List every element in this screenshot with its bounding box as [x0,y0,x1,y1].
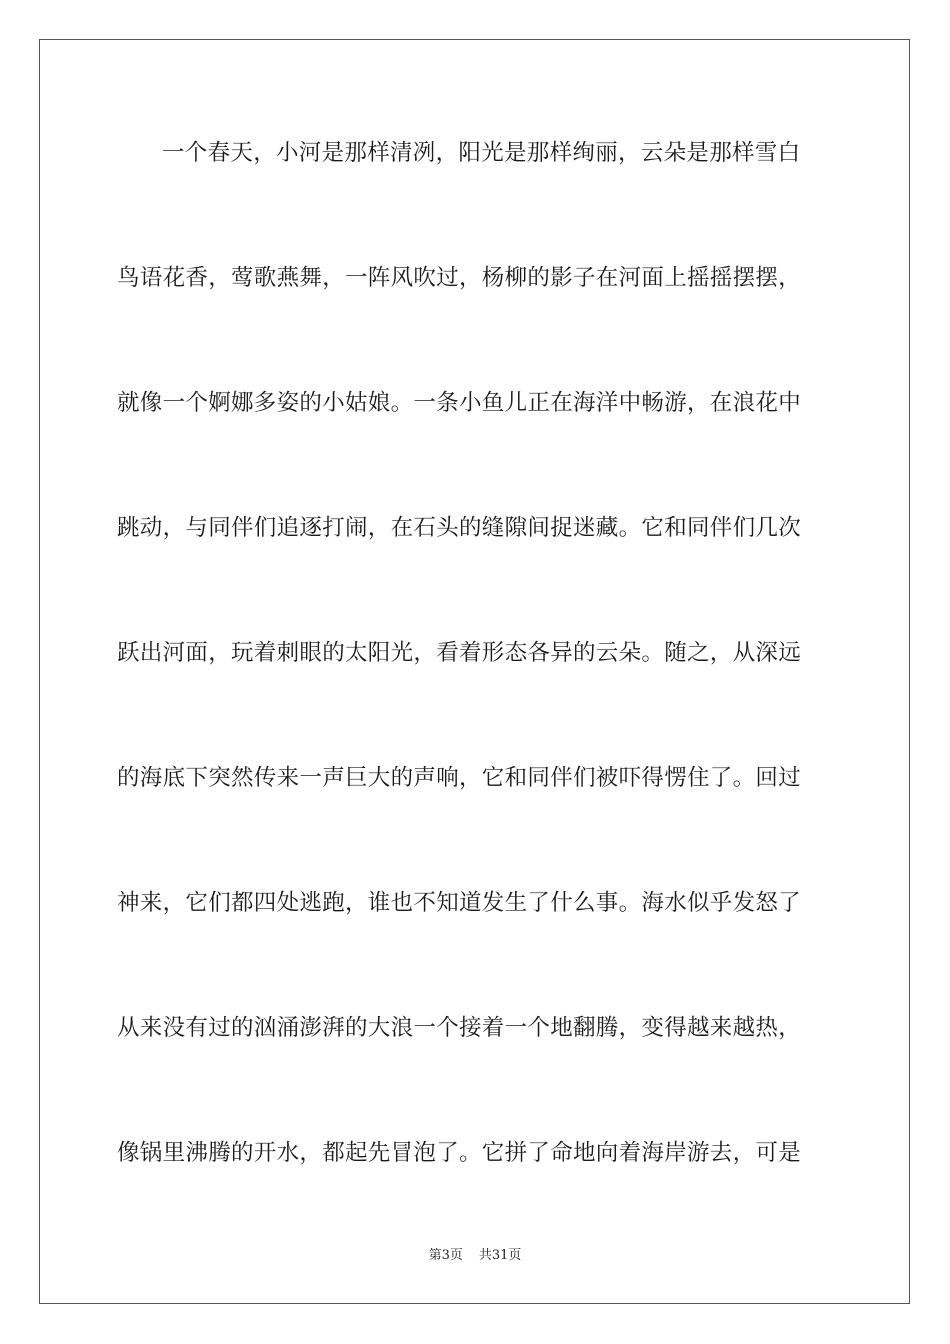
text-line: 的海底下突然传来一声巨大的声响，它和同伴们被吓得愣住了。回过 [117,765,802,791]
text-line: 跳动，与同伴们追逐打闹，在石头的缝隙间捉迷藏。它和同伴们几次 [117,515,802,541]
text-line: 鸟语花香，莺歌燕舞，一阵风吹过，杨柳的影子在河面上摇摇摆摆， [117,265,802,291]
text-line: 神来，它们都四处逃跑，谁也不知道发生了什么事。海水似乎发怒了 [117,890,802,916]
text-line: 从来没有过的汹涌澎湃的大浪一个接着一个地翻腾，变得越来越热， [117,1015,802,1041]
text-line: 像锅里沸腾的开水，都起先冒泡了。它拼了命地向着海岸游去，可是 [117,1140,802,1166]
page-footer [0,1246,950,1266]
text-line: 跃出河面，玩着刺眼的太阳光，看着形态各异的云朵。随之，从深远 [117,640,802,666]
text-line: 一个春天，小河是那样清冽，阳光是那样绚丽，云朵是那样雪白 [162,140,801,166]
page-number: 第3页 [428,1248,463,1263]
text-line: 就像一个婀娜多姿的小姑娘。一条小鱼儿正在海洋中畅游，在浪花中 [117,390,802,416]
page-total: 共31页 [478,1248,522,1263]
page-border [39,39,910,1304]
